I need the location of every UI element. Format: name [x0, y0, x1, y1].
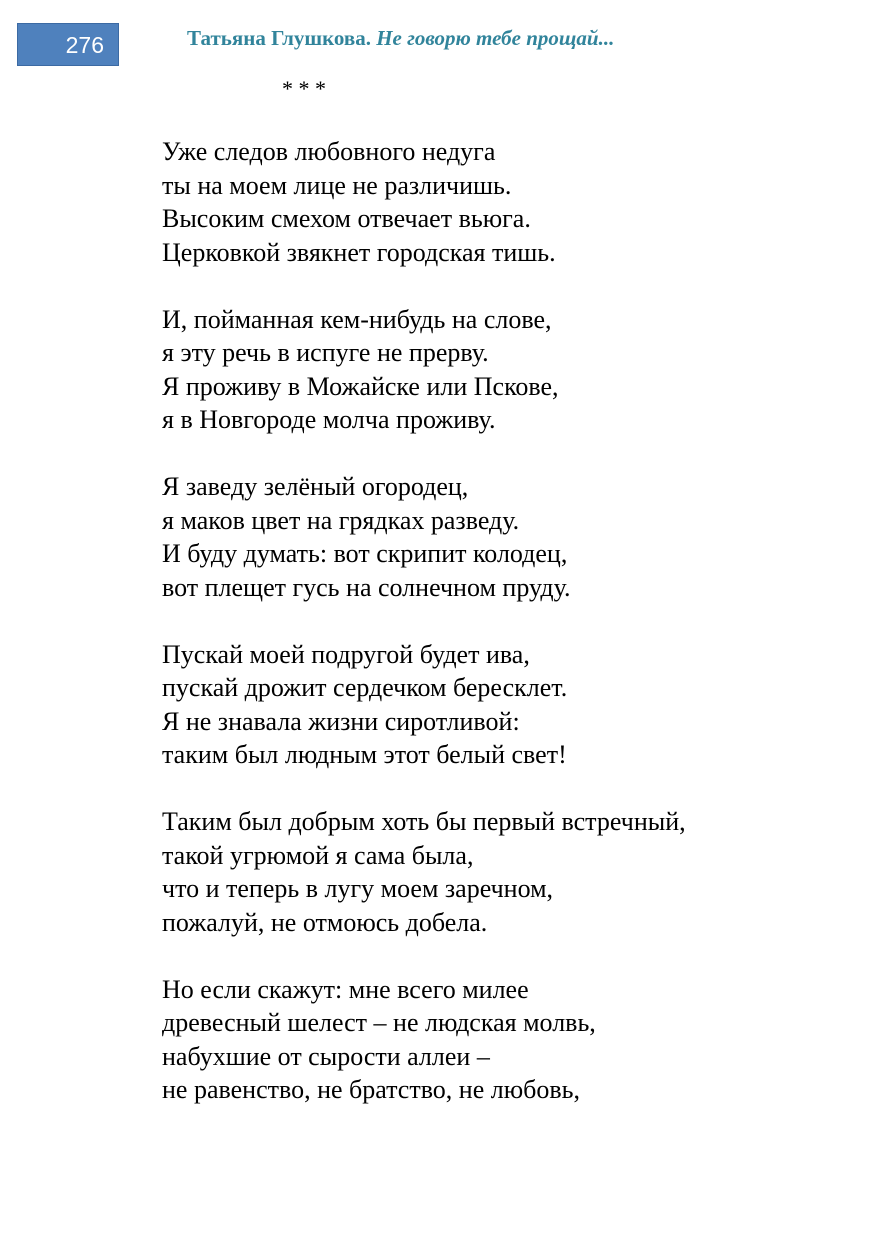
poem-line: Я проживу в Можайске или Пскове, [162, 371, 559, 401]
poem-line: не равенство, не братство, не любовь, [162, 1075, 581, 1104]
poem-line: ты на моем лице не различишь. [162, 170, 512, 200]
stanza [162, 303, 862, 437]
page-number-badge [17, 23, 119, 66]
poem-line: И, пойманная кем-нибудь на слове, [162, 304, 552, 334]
poem-line: таким был людным этот белый свет! [162, 740, 567, 769]
poem-line: пожалуй, не отмоюсь добела. [162, 907, 488, 937]
poem-line: что и теперь в лугу моем заречном, [162, 874, 554, 903]
poem-line: Таким был добрым хоть бы первый встречный, [162, 807, 686, 836]
stanza [162, 638, 862, 772]
stanza [162, 470, 862, 604]
poem-line: Пускай моей подругой будет ива, [162, 639, 530, 669]
poem-line: Я не знавала жизни сиротливой: [162, 706, 520, 736]
poem-line: я маков цвет на грядках разведу. [162, 505, 520, 535]
stanza [162, 973, 862, 1107]
stanza [162, 135, 862, 269]
poem-line: Церковкой звякнет городская тишь. [162, 237, 556, 267]
poem-line: вот плещет гусь на солнечном пруду. [162, 572, 571, 602]
poem-line: Но если скажут: мне всего милее [162, 974, 529, 1004]
poem-line: набухшие от сырости аллеи – [162, 1041, 490, 1071]
poem-body [162, 135, 862, 1140]
book-title: Не говорю тебе прощай... [376, 26, 615, 50]
poem-line: Высоким смехом отвечает вьюга. [162, 204, 531, 233]
poem-line: такой угрюмой я сама была, [162, 840, 474, 870]
poem-separator: * * * [282, 76, 326, 101]
stanza [162, 805, 862, 939]
poem-line: я эту речь в испуге не прерву. [162, 338, 489, 367]
page-number: 276 [65, 32, 104, 58]
poem-line: И буду думать: вот скрипит колодец, [162, 539, 568, 568]
poem-line: древесный шелест – не людская молвь, [162, 1008, 596, 1037]
running-header [187, 24, 614, 52]
poem-line: я в Новгороде молча проживу. [162, 405, 496, 434]
author-name: Татьяна Глушкова. [187, 26, 371, 50]
poem-line: Уже следов любовного недуга [162, 137, 496, 166]
poem-line: Я заведу зелёный огородец, [162, 472, 469, 501]
poem-line: пускай дрожит сердечком бересклет. [162, 673, 568, 702]
